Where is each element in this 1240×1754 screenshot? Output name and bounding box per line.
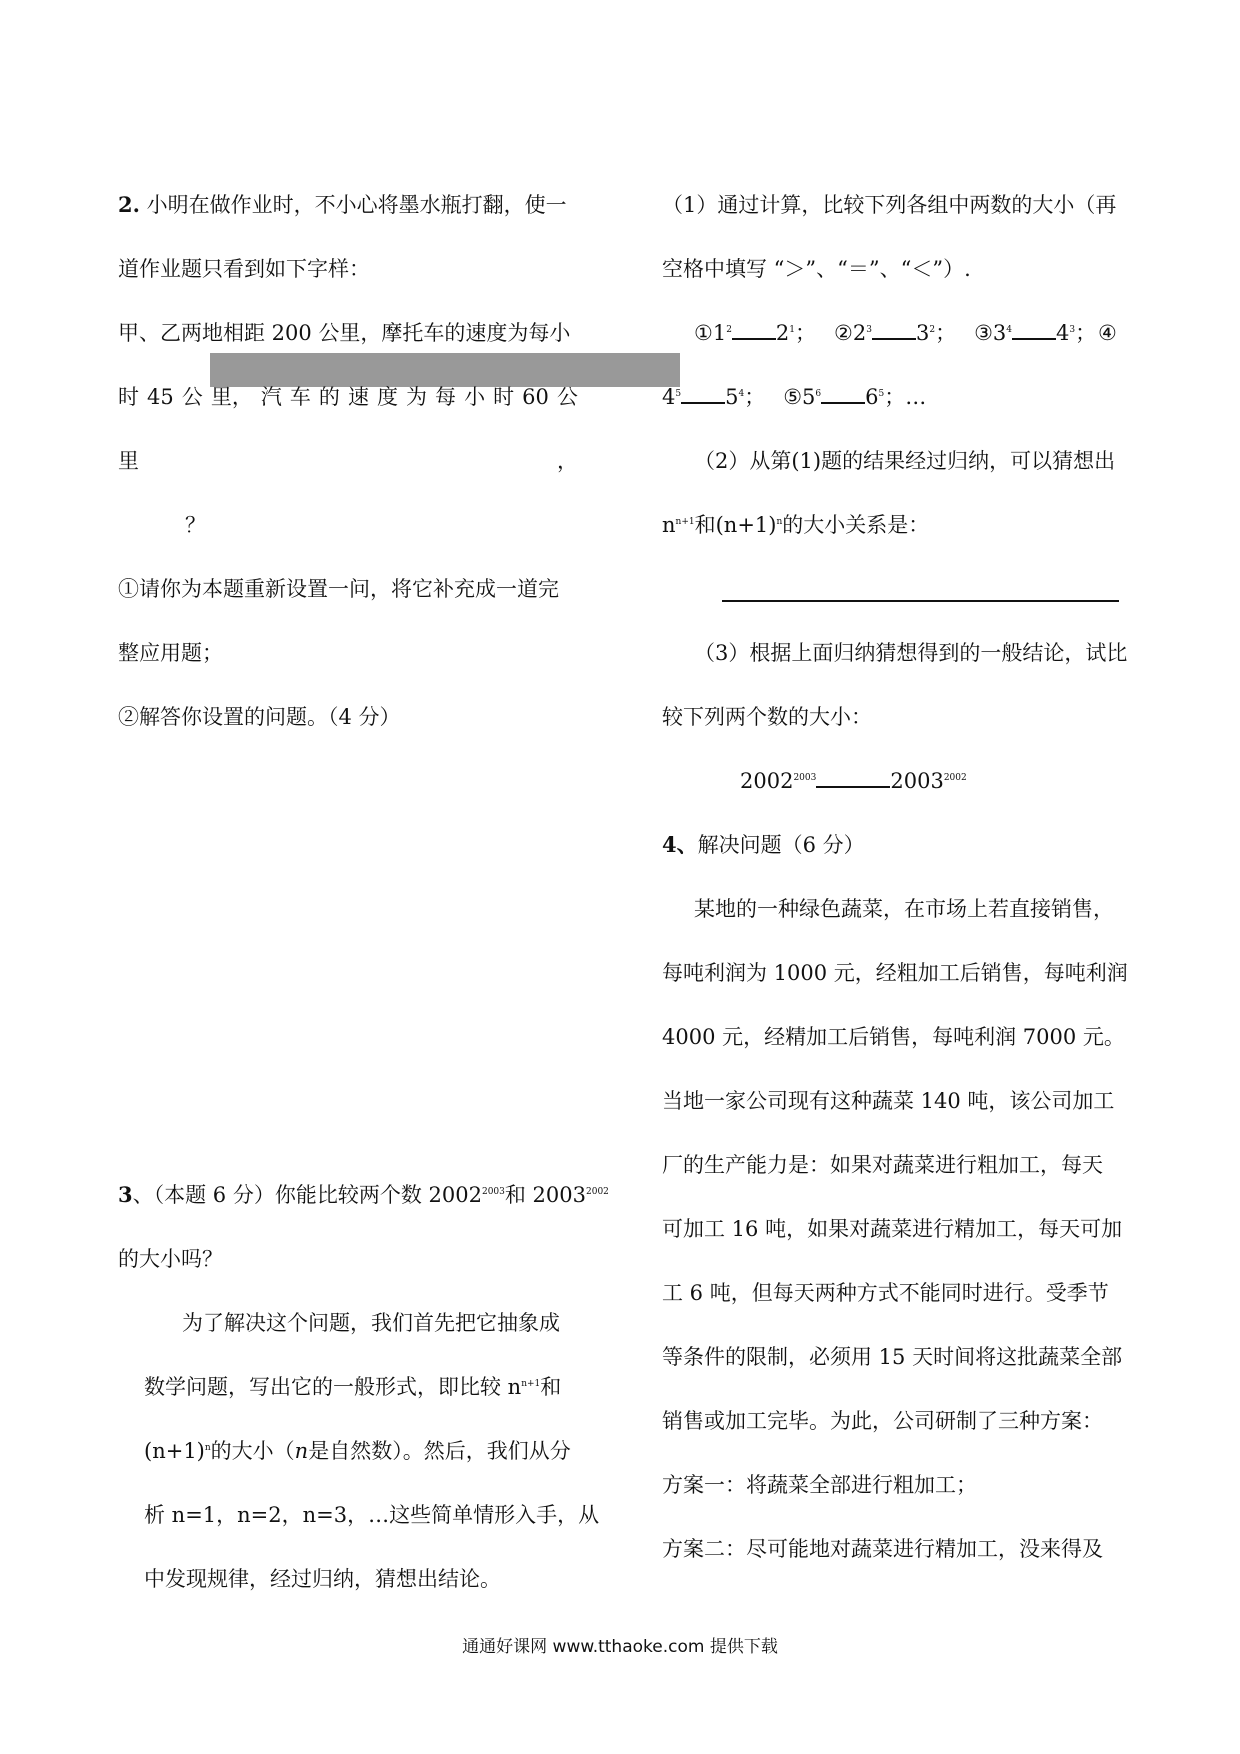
- compare-row-1-end: ④: [1098, 321, 1117, 345]
- q3-para-line2: 数学问题，写出它的一般形式，即比较 $n^{n+1}$和: [144, 1375, 562, 1399]
- q2-line4-word: 每: [435, 385, 457, 409]
- answer-blank-line[interactable]: [722, 600, 1119, 602]
- answer-blank[interactable]: [681, 382, 725, 404]
- q2-line4-word: 速: [347, 385, 369, 409]
- compare-row-1: [694, 318, 1114, 348]
- q2-number: 2.: [118, 192, 140, 217]
- q4-line: 方案一：将蔬菜全部进行粗加工；: [662, 1473, 977, 1497]
- compare-item: $①1^2$ $2^1$；: [694, 321, 816, 345]
- q2-instruction-3: ②解答你设置的问题。（4 分）: [118, 705, 401, 729]
- q2-line4-word: 60: [522, 385, 549, 409]
- compare-item: $②2^3$ $3^2$；: [834, 321, 956, 345]
- q3-part2-line2: $n^{n+1}$和$(n+1)^n$的大小关系是：: [662, 513, 930, 537]
- q4-line: 可加工 16 吨，如果对蔬菜进行精加工，每天可加: [662, 1217, 1123, 1241]
- compare-item: $4^5$ $5^4$；: [662, 385, 765, 409]
- q3-part3-line2: 较下列两个数的大小：: [662, 705, 872, 729]
- compare-item: $③3^4$ $4^3$；: [974, 321, 1096, 345]
- q4-line: 每吨利润为 1000 元，经粗加工后销售，每吨利润: [662, 961, 1128, 985]
- q3-part3-line1: （3）根据上面归纳猜想得到的一般结论，试比: [694, 641, 1128, 665]
- q2-line4-word: 时: [493, 385, 515, 409]
- q3-line1: 3、（本题 6 分）你能比较两个数 $2002^{2003}$和 $2003^{2002}$: [118, 1182, 609, 1207]
- q4-line: 某地的一种绿色蔬菜，在市场上若直接销售，: [694, 897, 1114, 921]
- answer-blank[interactable]: [816, 766, 890, 788]
- answer-blank[interactable]: [872, 318, 916, 340]
- q2-line4-word: 汽: [260, 385, 282, 409]
- q3-para-line1: 为了解决这个问题，我们首先把它抽象成: [182, 1311, 560, 1335]
- compare-item: $⑤5^6$ $6^5$；…: [783, 385, 926, 409]
- q2-instruction-1: ①请你为本题重新设置一问，将它补充成一道完: [118, 577, 559, 601]
- q3-part3-compare: $2002^{2003}$ $2003^{2002}$: [740, 766, 967, 796]
- q4-line: 方案二：尽可能地对蔬菜进行精加工，没来得及: [662, 1537, 1103, 1561]
- q2-line4-word: 为: [406, 385, 428, 409]
- q2-line4-word: 的: [318, 385, 340, 409]
- q3-para-line4: 析 n=1，n=2，n=3，…这些简单情形入手，从: [144, 1503, 600, 1527]
- q4-line: 厂的生产能力是：如果对蔬菜进行粗加工，每天: [662, 1153, 1103, 1177]
- q2-instruction-2: 整应用题；: [118, 641, 223, 665]
- q3-para-line5: 中发现规律，经过归纳，猜想出结论。: [144, 1567, 501, 1591]
- q2-line6-question-mark: ？: [185, 513, 206, 537]
- q2-line4-word: 45: [147, 385, 174, 409]
- q2-line4-word: 车: [289, 385, 311, 409]
- answer-blank[interactable]: [732, 318, 776, 340]
- q4-title: 4、解决问题（6 分）: [662, 832, 865, 857]
- compare-row-2: [662, 382, 944, 412]
- page-footer: 通通好课网 www.tthaoke.com 提供下载: [462, 1637, 778, 1657]
- answer-blank[interactable]: [1012, 318, 1056, 340]
- q3-number: 3: [118, 1182, 133, 1207]
- q2-line4-word: 时: [118, 385, 139, 409]
- q2-line4-word: 里，: [210, 385, 253, 409]
- answer-blank[interactable]: [821, 382, 865, 404]
- q4-line: 销售或加工完毕。为此，公司研制了三种方案：: [662, 1409, 1103, 1433]
- q4-line: 工 6 吨，但每天两种方式不能同时进行。受季节: [662, 1281, 1109, 1305]
- q3-line2: 的大小吗？: [118, 1247, 223, 1271]
- q4-line: 等条件的限制，必须用 15 天时间将这批蔬菜全部: [662, 1345, 1123, 1369]
- q3-part1-line1: （1）通过计算，比较下列各组中两数的大小（再: [662, 193, 1117, 217]
- q4-line: 当地一家公司现有这种蔬菜 140 吨，该公司加工: [662, 1089, 1115, 1113]
- q2-line5: 里 ，: [118, 449, 578, 473]
- q3-part2-line1: （2）从第(1)题的结果经过归纳，可以猜想出: [694, 449, 1116, 473]
- q2-line4-word: 小: [464, 385, 486, 409]
- q2-line4-word: 公: [181, 385, 203, 409]
- q3-para-line3: $(n+1)^n$的大小（n是自然数）。然后，我们从分: [144, 1439, 571, 1463]
- q2-line3: 甲、乙两地相距 200 公里，摩托车的速度为每小: [118, 321, 571, 345]
- q4-line: 4000 元，经精加工后销售，每吨利润 7000 元。: [662, 1025, 1125, 1049]
- q3-part1-line2: 空格中填写 “＞”、“＝”、“＜”）.: [662, 257, 971, 281]
- q2-line4-word: 度: [376, 385, 398, 409]
- q2-line4-word: 公: [556, 385, 578, 409]
- q2-line4: [118, 382, 578, 412]
- q2-line1: 2. 小明在做作业时，不小心将墨水瓶打翻，使一: [118, 192, 567, 217]
- q2-line2: 道作业题只看到如下字样：: [118, 257, 370, 281]
